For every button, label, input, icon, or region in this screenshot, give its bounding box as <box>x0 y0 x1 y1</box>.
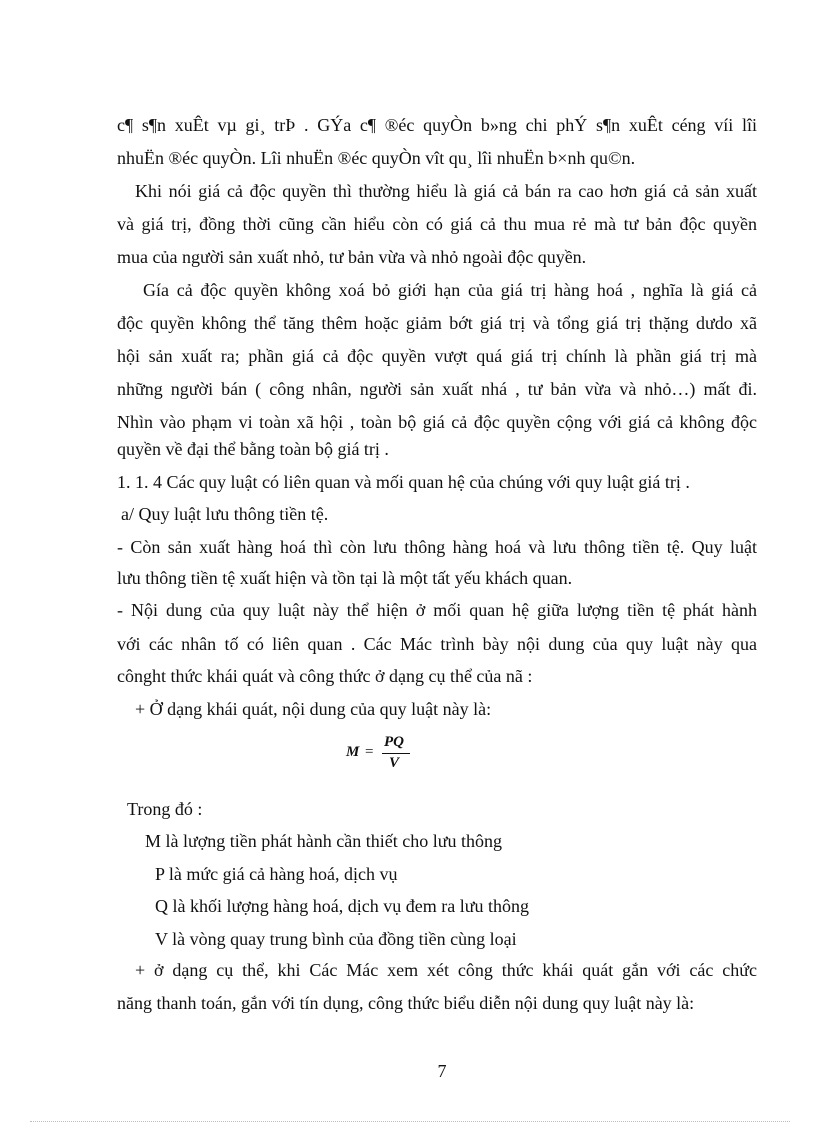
definition-item: M là lượng tiền phát hành cần thiết cho lưu thông <box>145 831 502 851</box>
formula-lhs: M <box>346 744 360 760</box>
definition-item: P là mức giá cả hàng hoá, dịch vụ <box>155 864 398 884</box>
paragraph-line: + ở dạng cụ thể, khi Các Mác xem xét công thức khái quát gắn với các chức <box>135 960 757 980</box>
footer-divider <box>30 1121 790 1122</box>
formula-equals: = <box>365 744 374 760</box>
paragraph-line: với các nhân tố có liên quan . Các Mác trình bày nội dung của quy luật này qua <box>117 634 757 654</box>
fraction-bar <box>382 753 410 754</box>
paragraph-line: độc quyền không thể tăng thêm hoặc giảm bớt giá trị và tổng giá trị thặng dưdo xã <box>117 313 757 333</box>
formula-denominator: V <box>389 755 400 771</box>
paragraph-line: quyền về đại thể bằng toàn bộ giá trị . <box>117 439 389 459</box>
paragraph-line: mua của người sản xuất nhỏ, tư bản vừa và nhỏ ngoài độc quyền. <box>117 247 587 267</box>
paragraph-line: lưu thông tiền tệ xuất hiện và tồn tại là một tất yếu khách quan. <box>117 568 573 588</box>
paragraph-line: năng thanh toán, gắn với tín dụng, công thức biểu diễn nội dung quy luật này là: <box>117 993 695 1013</box>
page-number: 7 <box>437 1061 447 1081</box>
where-label: Trong đó : <box>127 799 203 819</box>
paragraph-line: cônght thức khái quát và công thức ở dạng cụ thể của nã : <box>117 666 533 686</box>
paragraph-line: hội sản xuất ra; phần giá cả độc quyền vượt quá giá trị chính là phần giá trị mà <box>117 346 757 366</box>
paragraph-line: Khi nói giá cả độc quyền thì thường hiểu là giá cả bán ra cao hơn giá cả sản xuất <box>135 181 757 201</box>
paragraph-line: - Còn sản xuất hàng hoá thì còn lưu thông hàng hoá và lưu thông tiền tệ. Quy luật <box>117 537 757 557</box>
paragraph-line: c¶ s¶n xuÊt vµ gi¸ trÞ . GÝa c¶ ®éc quyÒn b»ng chi phÝ s¶n xuÊt céng víi lîi <box>117 115 757 135</box>
paragraph-line: và giá trị, đồng thời cũng cần hiểu còn có giá cả thu mua rẻ mà tư bản độc quyền <box>117 214 757 234</box>
paragraph-line: - Nội dung của quy luật này thể hiện ở mối quan hệ giữa lượng tiền tệ phát hành <box>117 600 757 620</box>
paragraph-line: Nhìn vào phạm vi toàn xã hội , toàn bộ giá cả độc quyền cộng với giá cả không độc <box>117 412 757 432</box>
definition-item: V là vòng quay trung bình của đồng tiền cùng loại <box>155 929 517 949</box>
paragraph-line: nhuËn ®éc quyÒn. Lîi nhuËn ®éc quyÒn vît qu¸ lîi nhuËn b×nh qu©n. <box>117 148 636 168</box>
paragraph-line: + Ở dạng khái quát, nội dung của quy luật này là: <box>135 699 492 719</box>
paragraph-line: những người bán ( công nhân, người sản xuất nhá , tư bản vừa và nhỏ…) mất đi. <box>117 379 757 399</box>
subsection-heading: a/ Quy luật lưu thông tiền tệ. <box>121 504 329 524</box>
paragraph-line: Gía cả độc quyền không xoá bỏ giới hạn của giá trị hàng hoá , nghĩa là giá cả <box>143 280 757 300</box>
definition-item: Q là khối lượng hàng hoá, dịch vụ đem ra lưu thông <box>155 896 529 916</box>
section-heading: 1. 1. 4 Các quy luật có liên quan và mối quan hệ của chúng với quy luật giá trị . <box>117 472 690 492</box>
money-circulation-formula <box>346 734 416 774</box>
formula-numerator: PQ <box>384 734 404 750</box>
